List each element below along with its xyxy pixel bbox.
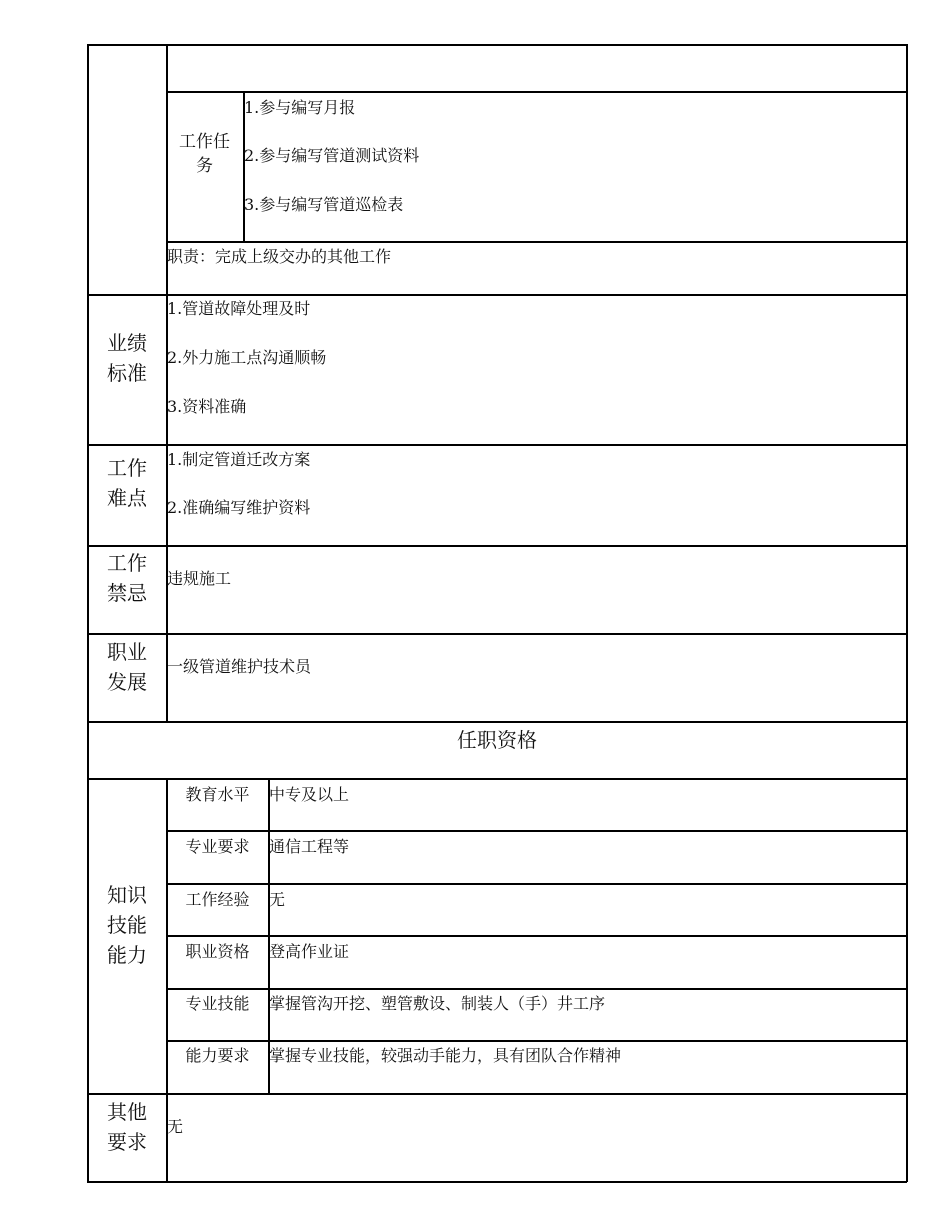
qual-row-value: 无 — [269, 890, 286, 909]
performance-item: 1.管道故障处理及时 — [167, 299, 311, 318]
difficulty-item: 1.制定管道迁改方案 — [167, 450, 311, 469]
row-divider — [87, 444, 907, 446]
qual-row-label: 专业技能 — [185, 994, 250, 1013]
qual-row-value: 通信工程等 — [269, 837, 350, 856]
row-divider — [166, 830, 907, 832]
row-divider — [87, 294, 907, 296]
row-divider — [166, 91, 907, 93]
row-divider — [166, 241, 907, 243]
row-divider — [87, 1093, 907, 1095]
table-border-left — [87, 44, 89, 1182]
qual-row-value: 登高作业证 — [269, 942, 350, 961]
other-label: 其他 要求 — [107, 1100, 147, 1154]
qual-row-label: 职业资格 — [185, 942, 250, 961]
row-divider — [166, 1040, 907, 1042]
performance-item: 3.资料准确 — [167, 397, 247, 416]
row-divider — [87, 633, 907, 635]
knowledge-label: 知识 技能 能力 — [107, 883, 147, 967]
career-value: 一级管道维护技术员 — [167, 657, 312, 676]
qual-row-label: 工作经验 — [185, 890, 250, 909]
responsibility-text: 职责：完成上级交办的其他工作 — [167, 247, 392, 266]
performance-item: 2.外力施工点沟通顺畅 — [167, 348, 327, 367]
qual-row-label: 教育水平 — [185, 785, 250, 804]
task-label: 工作任 务 — [179, 132, 230, 176]
row-divider — [87, 545, 907, 547]
row-divider — [166, 883, 907, 885]
difficulty-item: 2.准确编写维护资料 — [167, 498, 311, 517]
row-divider — [166, 935, 907, 937]
task-item: 1.参与编写月报 — [244, 98, 356, 117]
row-divider — [87, 778, 907, 780]
table-border-top — [87, 44, 907, 46]
row-divider — [87, 721, 907, 723]
qual-row-value: 掌握专业技能，较强动手能力，具有团队合作精神 — [269, 1046, 622, 1065]
difficulty-label: 工作 难点 — [107, 456, 147, 510]
taboo-label: 工作 禁忌 — [107, 551, 147, 605]
qual-row-label: 能力要求 — [185, 1046, 250, 1065]
career-label: 职业 发展 — [107, 640, 147, 694]
qual-row-value: 掌握管沟开挖、塑管敷设、制装人（手）井工序 — [269, 994, 606, 1013]
row-divider — [166, 988, 907, 990]
table-border-bottom — [87, 1181, 907, 1183]
qual-row-value: 中专及以上 — [269, 785, 350, 804]
other-value: 无 — [167, 1117, 184, 1136]
taboo-value: 违规施工 — [167, 569, 232, 588]
performance-label: 业绩 标准 — [107, 331, 147, 385]
qualification-header: 任职资格 — [457, 728, 537, 752]
task-item: 2.参与编写管道测试资料 — [244, 146, 420, 165]
table-border-right — [906, 44, 908, 1182]
task-item: 3.参与编写管道巡检表 — [244, 195, 404, 214]
qual-row-label: 专业要求 — [185, 837, 250, 856]
